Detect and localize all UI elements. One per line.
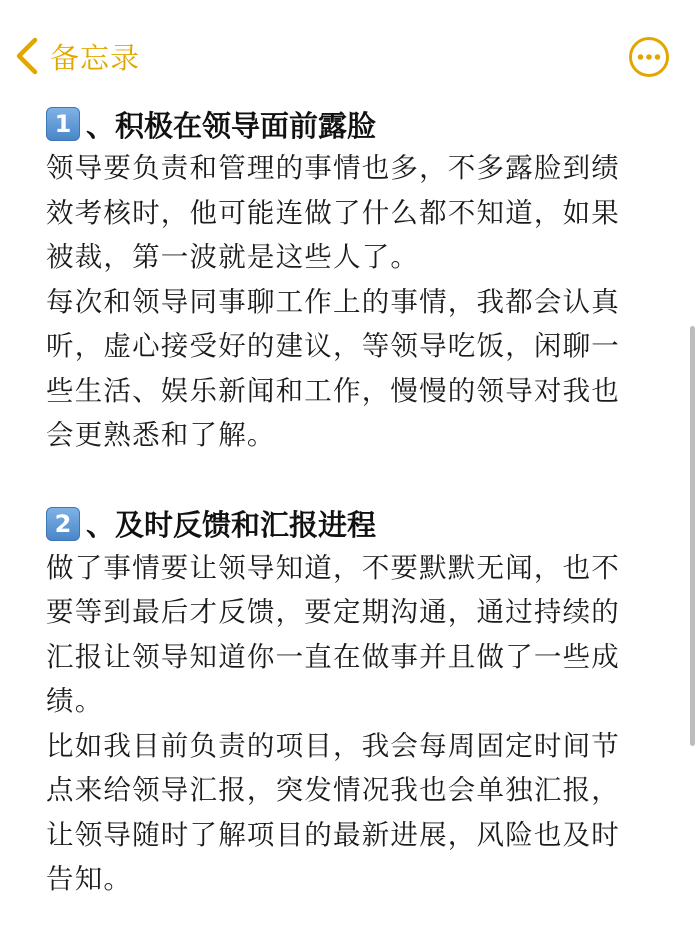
note-body[interactable] [46, 102, 646, 902]
section-heading [46, 102, 646, 146]
back-button-label: 备忘录 [50, 40, 141, 75]
keycap-number-badge: 2 [46, 507, 80, 541]
navigation-bar [0, 0, 700, 100]
note-paragraph: 领导要负责和管理的事情也多，不多露脸到绩效考核时，他可能连做了什么都不知道，如果被裁，第一波就是这些人了。 [46, 152, 620, 273]
note-paragraph: 每次和领导同事聊工作上的事情，我都会认真听，虚心接受好的建议，等领导吃饭，闲聊一些生活、娱乐新闻和工作，慢慢的领导对我也会更熟悉和了解。 [46, 285, 620, 451]
ellipsis-circle-icon[interactable] [628, 36, 670, 78]
section-title: 、及时反馈和汇报进程 [86, 508, 377, 542]
note-paragraph: 比如我目前负责的项目，我会每周固定时间节点来给领导汇报，突发情况我也会单独汇报，让领导随时了解项目的最新进展，风险也及时告知。 [46, 729, 620, 895]
note-paragraph: 做了事情要让领导知道，不要默默无闻，也不要等到最后才反馈，要定期沟通，通过持续的汇报让领导知道你一直在做事并且做了一些成绩。 [46, 551, 620, 717]
section-title: 、积极在领导面前露脸 [86, 108, 377, 143]
vertical-scrollbar[interactable] [690, 326, 695, 746]
back-button[interactable] [14, 34, 140, 78]
blank-line [46, 458, 646, 502]
keycap-number-badge: 1 [46, 107, 80, 141]
section-heading [46, 502, 646, 546]
chevron-left-icon [14, 36, 40, 76]
